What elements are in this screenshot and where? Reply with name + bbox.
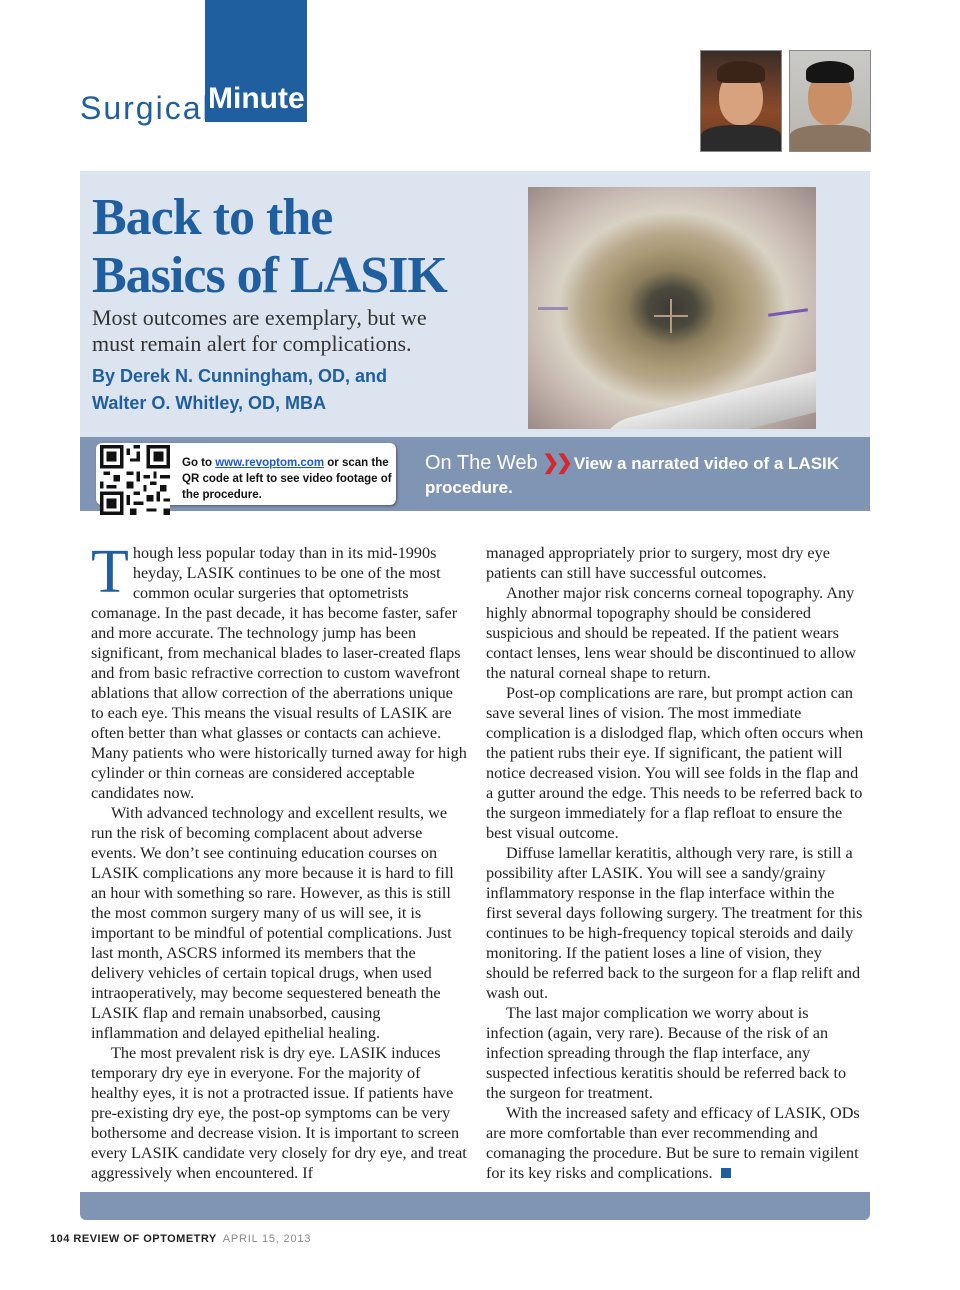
article-byline	[92, 363, 432, 417]
section-title-word2: Minute	[208, 82, 305, 115]
body-paragraph: The last major complication we worry about is infection (again, very rare). Because of the risk of an infection spreading through the flap interface, any suspected infectious keratitis should be referred back to the surgeon for treatment.	[486, 1004, 847, 1102]
on-the-web-bar	[80, 437, 870, 511]
on-the-web-text: View a narrated video of a LASIK procedure.	[425, 454, 840, 497]
double-arrow-icon: ❯❯	[542, 452, 570, 474]
section-title	[80, 82, 305, 126]
article-title-line2: Basics of LASIK	[92, 247, 447, 304]
qr-text-prefix: Go to	[182, 457, 216, 469]
folio: 104 REVIEW OF OPTOMETRY	[50, 1233, 217, 1245]
body-paragraph-last	[486, 1103, 864, 1183]
revoptom-link[interactable]: www.revoptom.com	[215, 457, 325, 469]
qr-instructions	[182, 455, 392, 503]
body-paragraph: Post-op complications are rare, but prompt action can save several lines of vision. The most immediate complication is a dislodged flap, which often occurs when the patient rubs their eye. If significant, the patient will notice decreased vision. You will see folds in the flap and a gutter around the edge. This needs to be referred back to the surgeon immediately for a flap refloat to ensure the best visual outcome.	[486, 684, 864, 842]
author-photo-cunningham	[700, 50, 782, 152]
author-photo-whitley	[789, 50, 871, 152]
qr-code-icon[interactable]	[100, 445, 170, 515]
body-paragraph: Another major risk concerns corneal topography. Any highly abnormal topography should be considered suspicious and should be repeated. If the patient wears contact lenses, lens wear should be discontinued to allow the natural corneal shape to return.	[486, 584, 856, 682]
article-subtitle: Most outcomes are exemplary, but we must remain alert for complications.	[92, 305, 427, 356]
qr-callout	[96, 443, 396, 505]
body-paragraph: The most prevalent risk is dry eye. LASIK induces temporary dry eye in everyone. For the majority of healthy eyes, it is not a protracted issue. If patients have pre-existing dry eye, the post-op symptoms can be very bothersome and decrease vision. It is important to screen every LASIK candidate very closely for dry eye, and treat aggressively when encountered. If	[91, 1044, 467, 1182]
byline-line1: By Derek N. Cunningham, OD, and	[92, 366, 388, 386]
body-paragraph: With advanced technology and excellent results, we run the risk of becoming complacent about adverse events. We don’t see continuing education courses on LASIK complications any more because it is hard to fill an hour with something so rare. However, as this is still the most common surgery many of us will see, it is important to be mindful of potential complications. Just last month, ASCRS informed its members that the delivery vehicles of certain topical drugs, when used intraoperatively, may become sequestered beneath the LASIK flap and remain unabsorbed, causing inflammation and delayed epithelial healing.	[91, 804, 454, 1042]
issue-date: APRIL 15, 2013	[222, 1233, 312, 1245]
section-title-word1: Surgical	[80, 90, 212, 126]
paragraph-text: With the increased safety and efficacy of LASIK, ODs are more comfortable than ever recommending and comanaging the procedure. But be sure to remain vigilent for its key risks and complications.	[486, 1104, 860, 1182]
page-footer	[50, 1233, 311, 1245]
eye-surgery-photo	[528, 187, 816, 429]
body-column-2	[486, 543, 864, 1183]
article-title-line1: Back to the	[92, 189, 333, 246]
paragraph-text: hough less popular today than in its mid-1990s heyday, LASIK continues to be one of the most common ocular surgeries that optometrists comanage. In the past decade, it has become faster, safer and more accurate. The technology jump has been significant, from mechanical blades to laser-created flaps and from basic refractive correction to custom wavefront ablations that allow correction of the aberrations unique to each eye. This means the visual results of LASIK are often better than what glasses or contacts can achieve. Many patients who were historically turned away for high cylinder or thin corneas are considered acceptable candidates now.	[91, 544, 467, 802]
qr-text-suffix: or scan the QR code at left to see video footage of the procedure.	[182, 457, 392, 501]
drop-cap: T	[91, 538, 129, 606]
body-paragraph	[91, 538, 469, 803]
on-the-web-callout[interactable]	[425, 451, 845, 500]
feature-panel	[80, 171, 870, 511]
body-paragraph: Diffuse lamellar keratitis, although very rare, is still a possibility after LASIK. You will see a sandy/grainy inflammatory response in the flap interface within the first several days following surgery. The treatment for this continues to be high-frequency topical steroids and daily monitoring. If the patient loses a line of vision, they should be referred back to the surgeon for a flap relift and wash out.	[486, 844, 863, 1002]
body-paragraph: managed appropriately prior to surgery, most dry eye patients can still have successful outcomes.	[486, 544, 830, 582]
bottom-rule-bar	[80, 1192, 870, 1220]
end-of-article-square-icon	[721, 1168, 731, 1178]
article-title	[92, 189, 512, 305]
byline-line2: Walter O. Whitley, OD, MBA	[92, 393, 327, 413]
body-column-1	[91, 538, 469, 1183]
on-the-web-label: On The Web	[425, 452, 538, 474]
